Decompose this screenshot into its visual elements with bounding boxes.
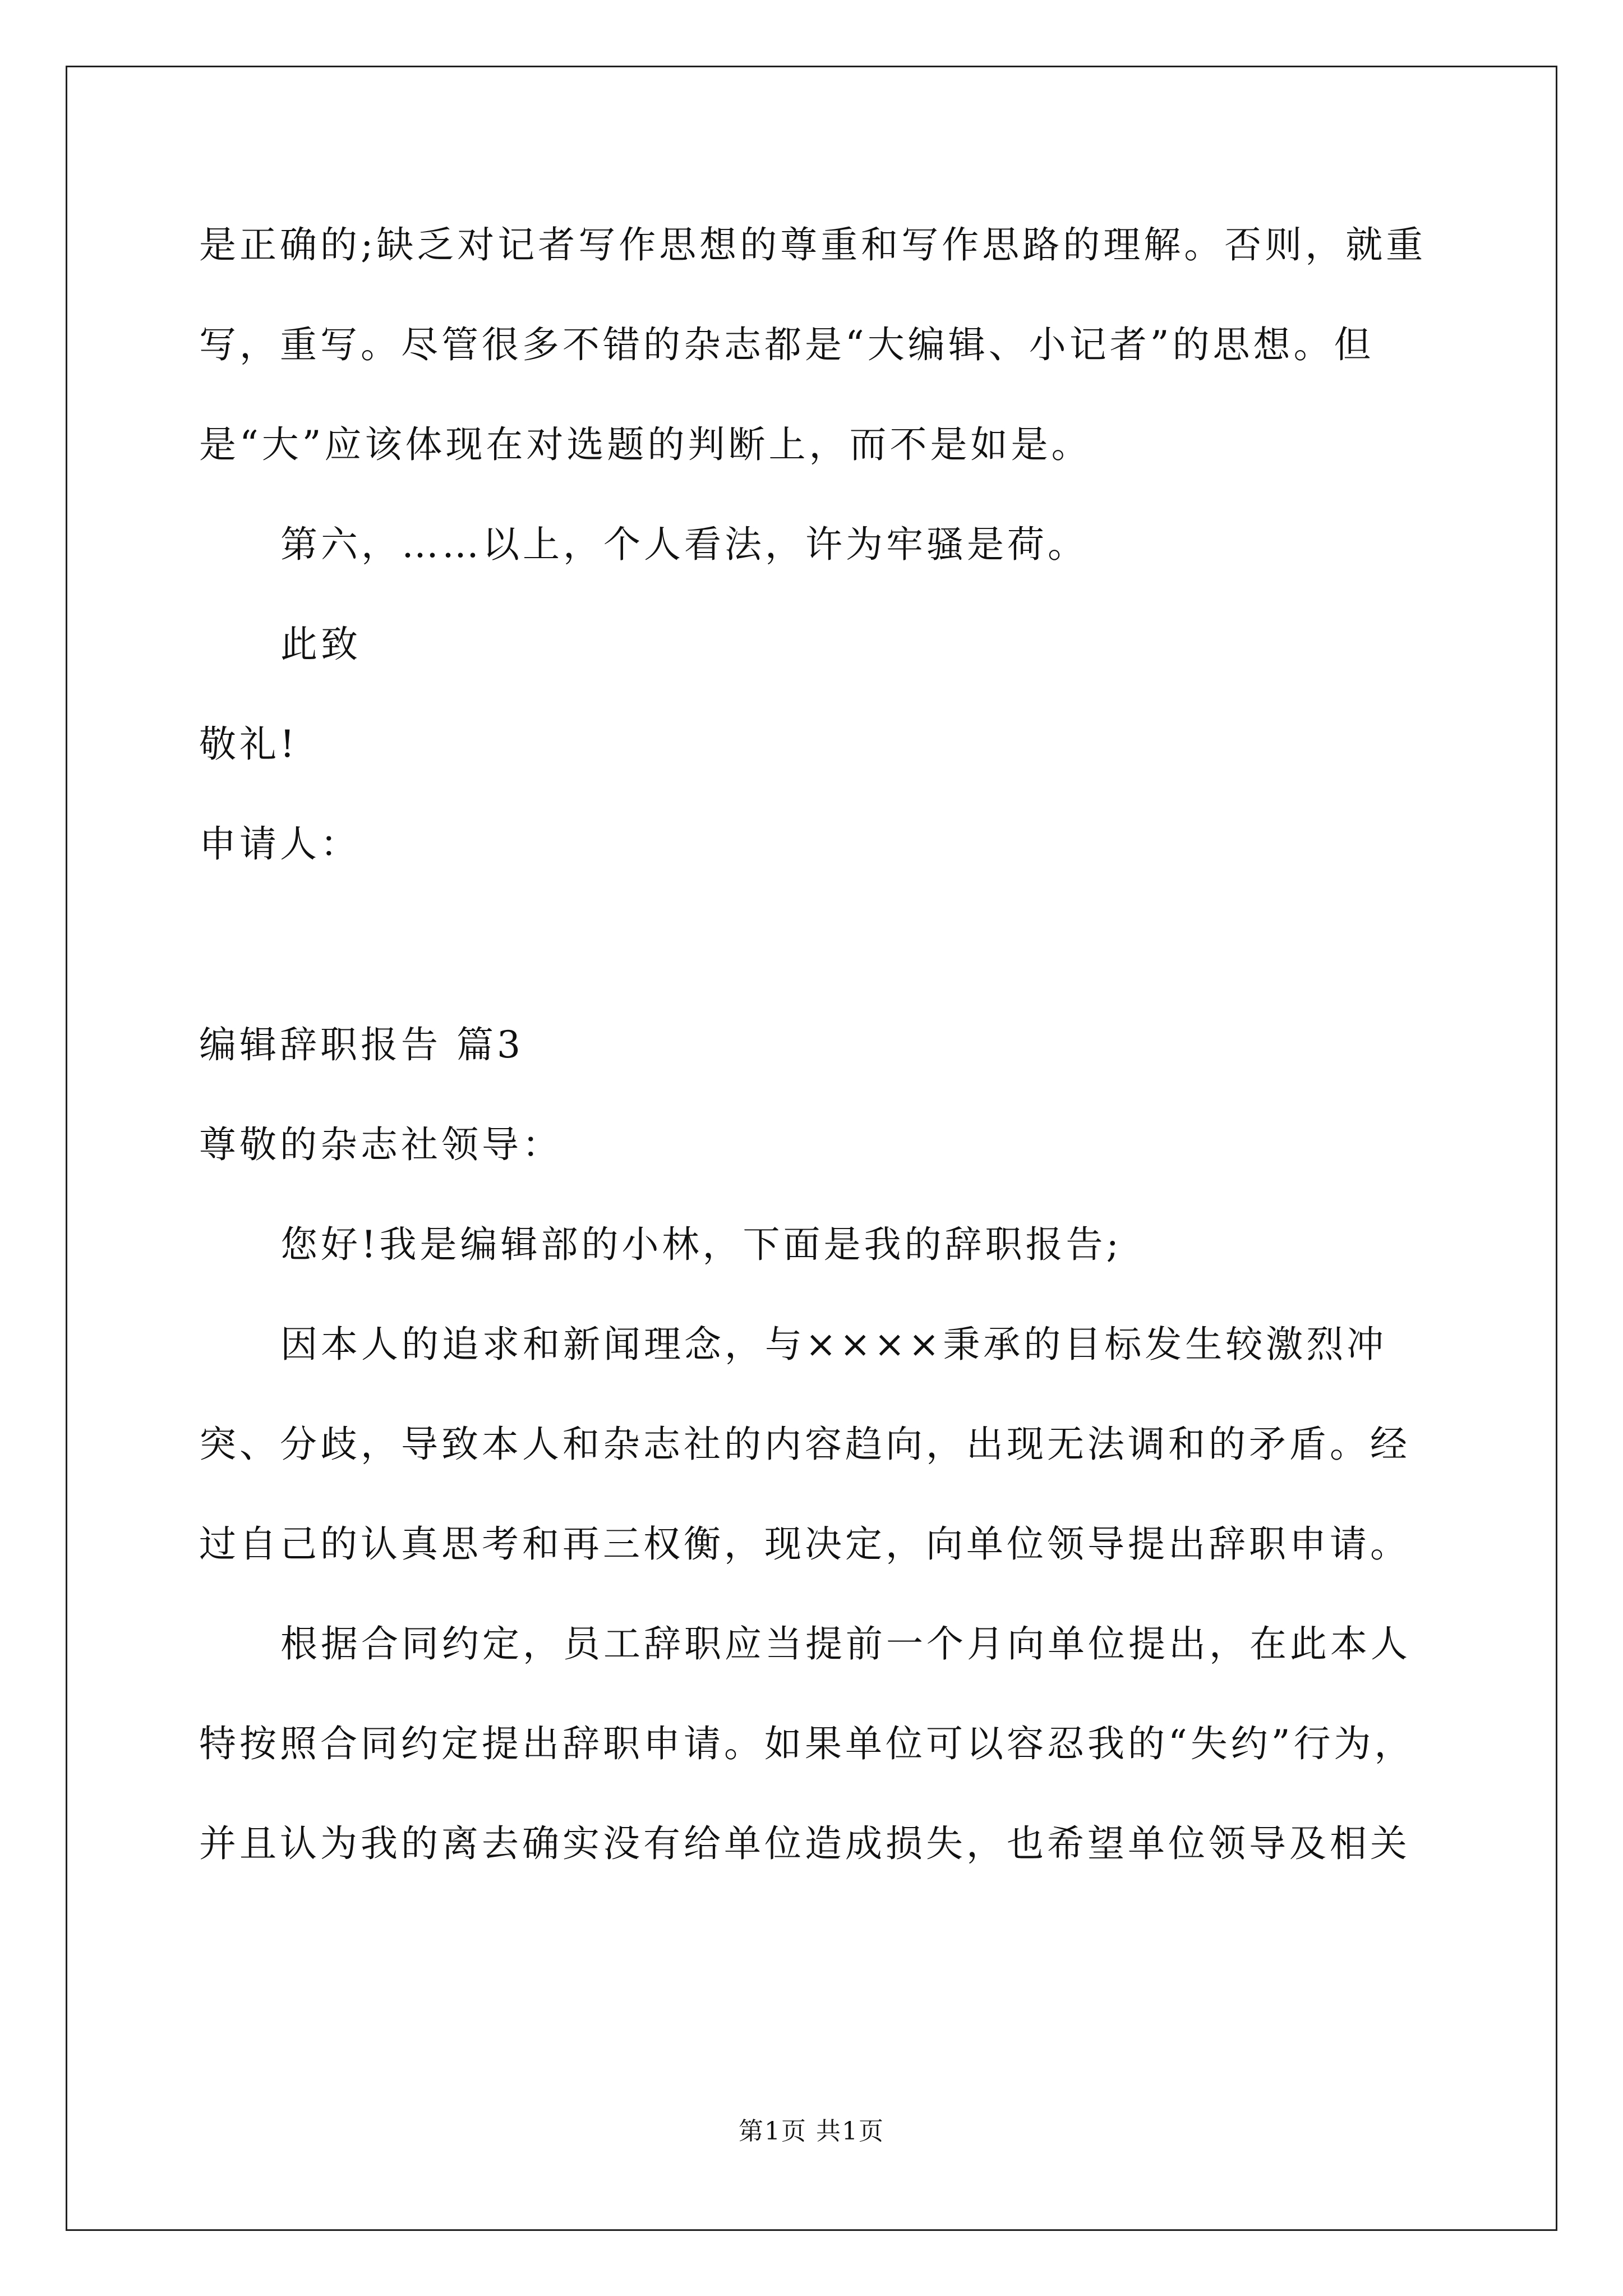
closing-regards: 敬礼! (199, 723, 298, 766)
text-line-4: 第六，……以上，个人看法，许为牢骚是荷。 (280, 523, 1088, 566)
section-heading: 编辑辞职报告 篇3 (199, 1023, 524, 1066)
text-line-11: 因本人的追求和新闻理念，与××××秉承的目标发生较激烈冲 (280, 1323, 1387, 1366)
text-line-15: 特按照合同约定提出辞职申请。如果单位可以容忍我的“失约”行为， (199, 1722, 1415, 1765)
text-line-13: 过自己的认真思考和再三权衡，现决定，向单位领导提出辞职申请。 (199, 1522, 1410, 1566)
text-line-10: 您好!我是编辑部的小林，下面是我的辞职报告; (280, 1223, 1122, 1266)
text-line-2: 写，重写。尽管很多不错的杂志都是“大编辑、小记者”的思想。但 (199, 323, 1375, 366)
page-footer: 第1页 共1页 (739, 2117, 884, 2146)
text-line-1: 是正确的;缺乏对记者写作思想的尊重和写作思路的理解。否则，就重 (199, 223, 1427, 266)
applicant-label: 申请人： (199, 822, 361, 866)
text-line-16: 并且认为我的离去确实没有给单位造成损失，也希望单位领导及相关 (199, 1822, 1410, 1865)
text-line-12: 突、分歧，导致本人和杂志社的内容趋向，出现无法调和的矛盾。经 (199, 1423, 1410, 1466)
greeting: 尊敬的杂志社领导： (199, 1123, 562, 1166)
closing-salutation: 此致 (280, 623, 361, 666)
text-line-14: 根据合同约定，员工辞职应当提前一个月向单位提出，在此本人 (280, 1622, 1411, 1665)
text-line-3: 是“大”应该体现在对选题的判断上，而不是如是。 (199, 423, 1092, 466)
